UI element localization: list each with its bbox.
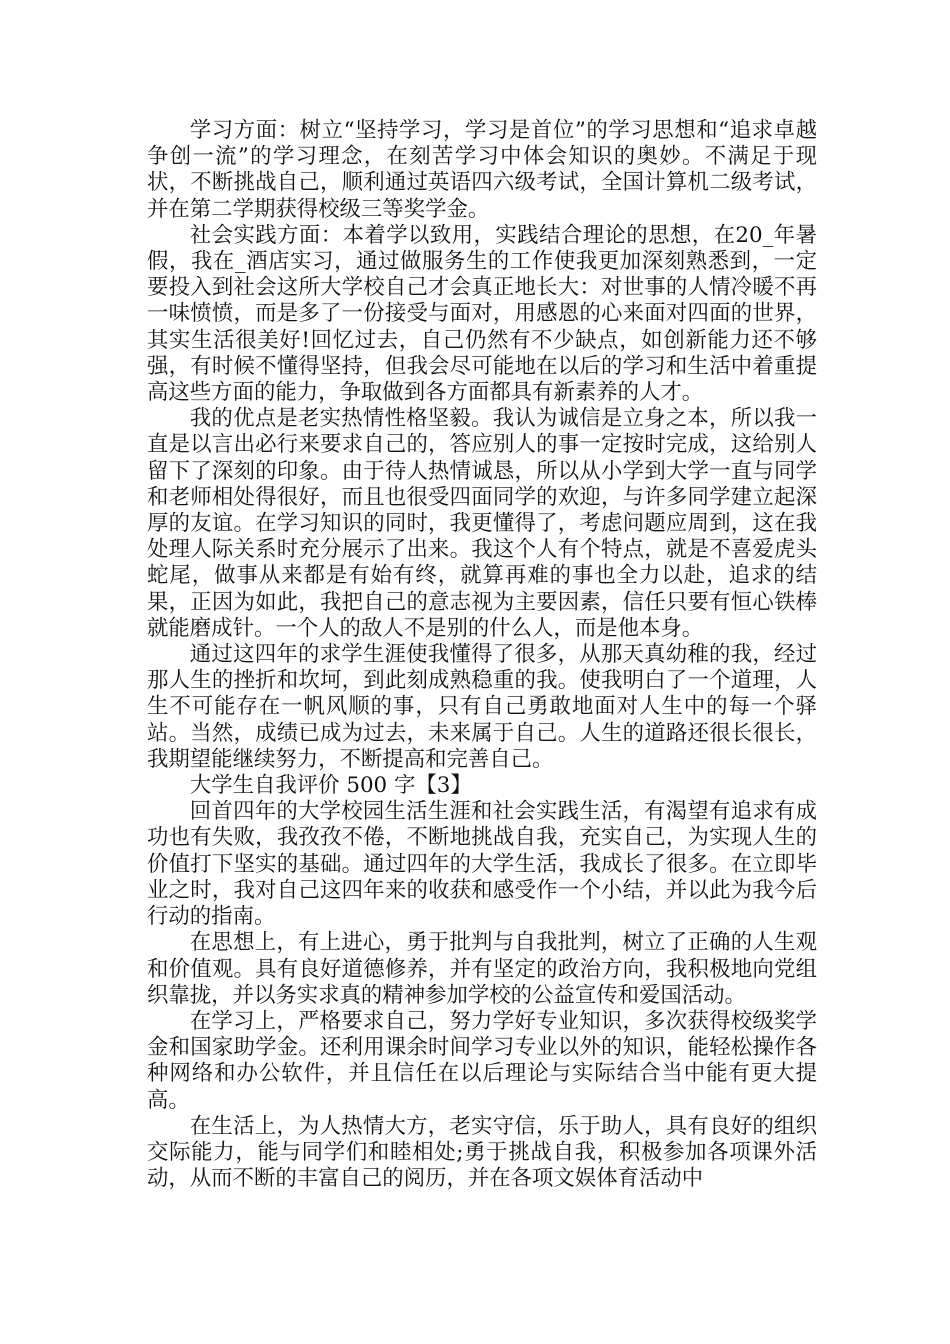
paragraph-thought: 在思想上，有上进心，勇于批判与自我批判，树立了正确的人生观和价值观。具有良好道德修养，并有坚定的政治方向，我积极地向党组织靠拢，并以务实求真的精神参加学校的公益宣传和爱国活动。 — [147, 930, 817, 1008]
paragraph-strengths: 我的优点是老实热情性格坚毅。我认为诚信是立身之本，所以我一直是以言出必行来要求自己的，答应别人的事一定按时完成，这给别人留下了深刻的印象。由于待人热情诚恳，所以从小学到大学一直与同学和老师相处得很好，而且也很受四面同学的欢迎，与许多同学建立起深厚的友谊。在学习知识的同时，我更懂得了，考虑问题应周到，这在我处理人际关系时充分展示了出来。我这个人有个特点，就是不喜爱虎头蛇尾，做事从来都是有始有终，就算再难的事也全力以赴，追求的结果，正因为如此，我把自己的意志视为主要因素，信任只要有恒心铁棒就能磨成针。一个人的敌人不是别的什么人，而是他本身。 — [147, 406, 817, 641]
paragraph-learning: 在学习上，严格要求自己，努力学好专业知识，多次获得校级奖学金和国家助学金。还利用课余时间学习专业以外的知识，能轻松操作各种网络和办公软件，并且信任在以后理论与实际结合当中能有更大提高。 — [147, 1008, 817, 1113]
paragraph-life: 在生活上，为人热情大方，老实守信，乐于助人，具有良好的组织交际能力，能与同学们和睦相处;勇于挑战自我，积极参加各项课外活动，从而不断的丰富自己的阅历，并在各项文娱体育活动中 — [147, 1113, 817, 1192]
paragraph-four-years: 通过这四年的求学生涯使我懂得了很多，从那天真幼稚的我，经过那人生的挫折和坎坷，到此刻成熟稳重的我。使我明白了一个道理，人生不可能存在一帆风顺的事，只有自己勇敢地面对人生中的每一个驿站。当然，成绩已成为过去，未来属于自己。人生的道路还很长很长，我期望能继续努力，不断提高和完善自己。 — [147, 642, 817, 772]
paragraph-social-practice: 社会实践方面：本着学以致用，实践结合理论的思想，在20_年暑假，我在_酒店实习，通过做服务生的工作使我更加深刻熟悉到，一定要投入到社会这所大学校自己才会真正地长大：对世事的人情冷暖不再一味愤愤，而是多了一份接受与面对，用感恩的心来面对四面的世界，其实生活很美好!回忆过去，自己仍然有不少缺点，如创新能力还不够强，有时候不懂得坚持，但我会尽可能地在以后的学习和生活中着重提高这些方面的能力，争取做到各方面都具有新素养的人才。 — [147, 222, 817, 406]
paragraph-review: 回首四年的大学校园生活生涯和社会实践生活，有渴望有追求有成功也有失败，我孜孜不倦，不断地挑战自我，充实自己，为实现人生的价值打下坚实的基础。通过四年的大学生活，我成长了很多。在立即毕业之时，我对自己这四年来的收获和感受作一个小结，并以此为我今后行动的指南。 — [147, 799, 817, 930]
document-body — [147, 118, 817, 1192]
section-heading: 大学生自我评价 500 字【3】 — [189, 773, 472, 799]
paragraph-study: 学习方面：树立“坚持学习，学习是首位”的学习思想和“追求卓越争创一流”的学习理念，在刻苦学习中体会知识的奥妙。不满足于现状，不断挑战自己，顺利通过英语四六级考试，全国计算机二级考试，并在第二学期获得校级三等奖学金。 — [147, 118, 817, 222]
